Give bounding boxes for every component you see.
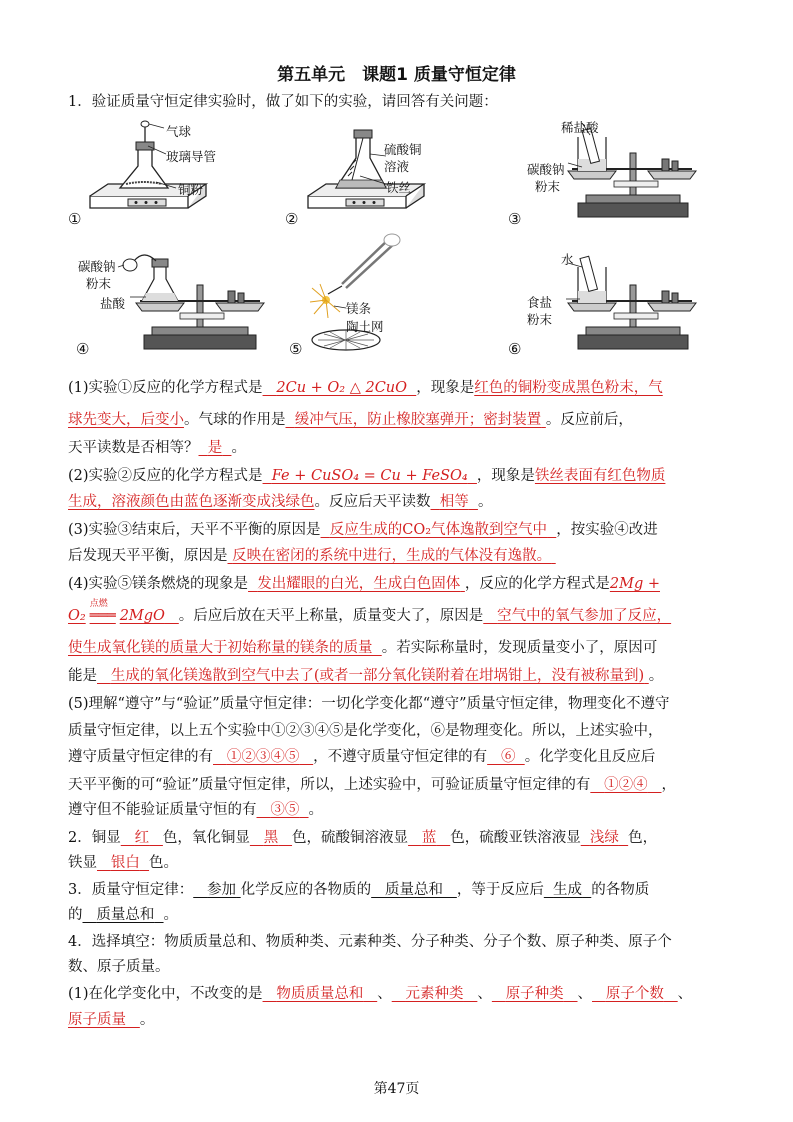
fig2-label-iron-wire: 铁丝 [386, 180, 412, 195]
q1-stem: 1．验证质量守恒定律实验时，做了如下的实验，请回答有关问题： [68, 94, 498, 110]
page-title: 第五单元 课题1 质量守恒定律 [277, 65, 516, 85]
q1-p1-ans-balloon-role: 缓冲气压，防止橡胶塞弹开；密封装置 [294, 412, 542, 428]
eq-copper-oxygen: 2Cu + O₂ △ 2CuO [276, 380, 408, 396]
q1-part2-line2: 生成，溶液颜色由蓝色逐渐变成浅绿色。反应后天平读数 相等 。 [68, 494, 493, 510]
q1-part2-line1: (2)实验②反应的化学方程式是 Fe + CuSO₄ = Cu + FeSO₄ ，现象是铁丝表面有红色物质 [68, 468, 666, 484]
fig-num-6: ⑥ [508, 340, 522, 358]
q1-part1-line1: (1)实验①反应的化学方程式是 2Cu + O₂ △ 2CuO ，现象是红色的铜粉变成黑色粉末，气 [68, 380, 663, 396]
q1-part4-line4: 能是 生成的氧化镁逸散到空气中去了(或者一部分氧化镁附着在坩埚钳上，没有被称量到) 。 [68, 668, 664, 684]
q1-part4-line2: O₂ 点燃 ═══ 2MgO 。后应后放在天平上称量，质量变大了，原因是 空气中的氧气参加了反应， [68, 606, 671, 626]
fig-num-5: ⑤ [289, 340, 303, 358]
q1-part4-line3: 使生成氧化镁的质量大于初始称量的镁条的质量 。若实际称量时，发现质量变小了，原因可 [68, 640, 658, 656]
fig4-label-hcl: 盐酸 [100, 296, 126, 311]
q1-part1-line3: 天平读数是否相等？ 是 。 [68, 440, 246, 456]
fig6-label-salt: 食盐 [527, 295, 553, 310]
q3-line1: 3．质量守恒定律： 参加 化学反应的各物质的 质量总和 ，等于反应后 生成 的各物质 [68, 882, 650, 898]
q2-line1: 2．铜显 红 色，氧化铜显 黑 色，硫酸铜溶液显 蓝 色，硫酸亚铁溶液显 浅绿 色， [68, 830, 658, 846]
q4-line4: 原子质量 。 [68, 1012, 155, 1028]
fig-num-2: ② [285, 210, 299, 228]
q4-line1: 4．选择填空：物质质量总和、物质种类、元素种类、分子种类、分子个数、原子种类、原子个 [68, 934, 672, 950]
page-number: 第47页 [373, 1081, 420, 1097]
q3-line2: 的 质量总和 。 [68, 907, 179, 923]
q1-p1-ans-equal: 是 [207, 440, 223, 456]
fig5-label-ceramic-mesh: 陶土网 [346, 319, 384, 334]
fig2-label-copper-sulfate: 硫酸铜 [384, 142, 422, 157]
ignite-condition: 点燃 [89, 599, 108, 609]
q1-part3-line2: 后发现天平平衡，原因是 反映在密闭的系统中进行，生成的气体没有逸散。 [68, 548, 552, 564]
fig4-label-powder: 粉末 [86, 276, 112, 291]
fig3-label-sodium-carbonate: 碳酸钠 [527, 162, 565, 177]
fig1-label-copper-powder: 铜粉 [178, 182, 204, 197]
fig4-label-sodium-carbonate: 碳酸钠 [78, 259, 116, 274]
q1-p1-ans-phenomenon: 红色的铜粉变成黑色粉末，气 [474, 380, 663, 396]
figure-2-iron-copper-sulfate [290, 118, 480, 233]
fig1-label-glass-tube: 玻璃导管 [166, 149, 217, 164]
fig-num-1: ① [68, 210, 82, 228]
fig5-label-magnesium-strip: 镁条 [346, 301, 372, 316]
q1-part5-line1: (5)理解“遵守”与“验证”质量守恒定律：一切化学变化都“遵守”质量守恒定律，物理变化不遵守 [68, 696, 670, 712]
q1-part5-line4: 天平平衡的可“验证”质量守恒定律，所以，上述实验中，可验证质量守恒定律的有 ①②④ ， [68, 777, 676, 793]
fig6-label-water: 水 [561, 252, 574, 267]
figure-5-magnesium-burning [300, 228, 420, 358]
q1-part4-line1: (4)实验⑤镁条燃烧的现象是 发出耀眼的白光，生成白色固体 ，反应的化学方程式是2Mg + [68, 576, 660, 592]
fig3-label-dilute-hcl: 稀盐酸 [561, 120, 599, 135]
q1-part1-line2: 球先变大，后变小。气球的作用是 缓冲气压，防止橡胶塞弹开；密封装置 。反应前后， [68, 412, 633, 428]
fig1-label-balloon: 气球 [166, 124, 192, 139]
eq-iron-copper-sulfate: Fe + CuSO₄ = Cu + FeSO₄ [271, 468, 468, 484]
q4-line2: 数、原子质量。 [68, 959, 170, 975]
fig3-label-powder: 粉末 [535, 179, 561, 194]
q2-line2: 铁显 银白 色。 [68, 855, 179, 871]
fig-num-3: ③ [508, 210, 522, 228]
fig2-label-solution: 溶液 [384, 159, 410, 174]
q4-line3: (1)在化学变化中，不改变的是 物质质量总和 、 元素种类 、 原子种类 、 原子个数 、 [68, 986, 693, 1002]
q1-part5-line3: 遵守质量守恒定律的有 ①②③④⑤ ，不遵守质量守恒定律的有 ⑥ 。化学变化且反应后 [68, 749, 656, 765]
fig6-label-powder: 粉末 [527, 312, 553, 327]
q1-part3-line1: (3)实验③结束后，天平不平衡的原因是 反应生成的CO₂气体逸散到空气中 ，按实验④改进 [68, 522, 658, 538]
fig-num-4: ④ [76, 340, 90, 358]
q1-part5-line5: 遵守但不能验证质量守恒的有 ③⑤ 。 [68, 802, 324, 818]
q1-part5-line2: 质量守恒定律，以上五个实验中①②③④⑤是化学变化，⑥是物理变化。所以，上述实验中， [68, 723, 663, 739]
